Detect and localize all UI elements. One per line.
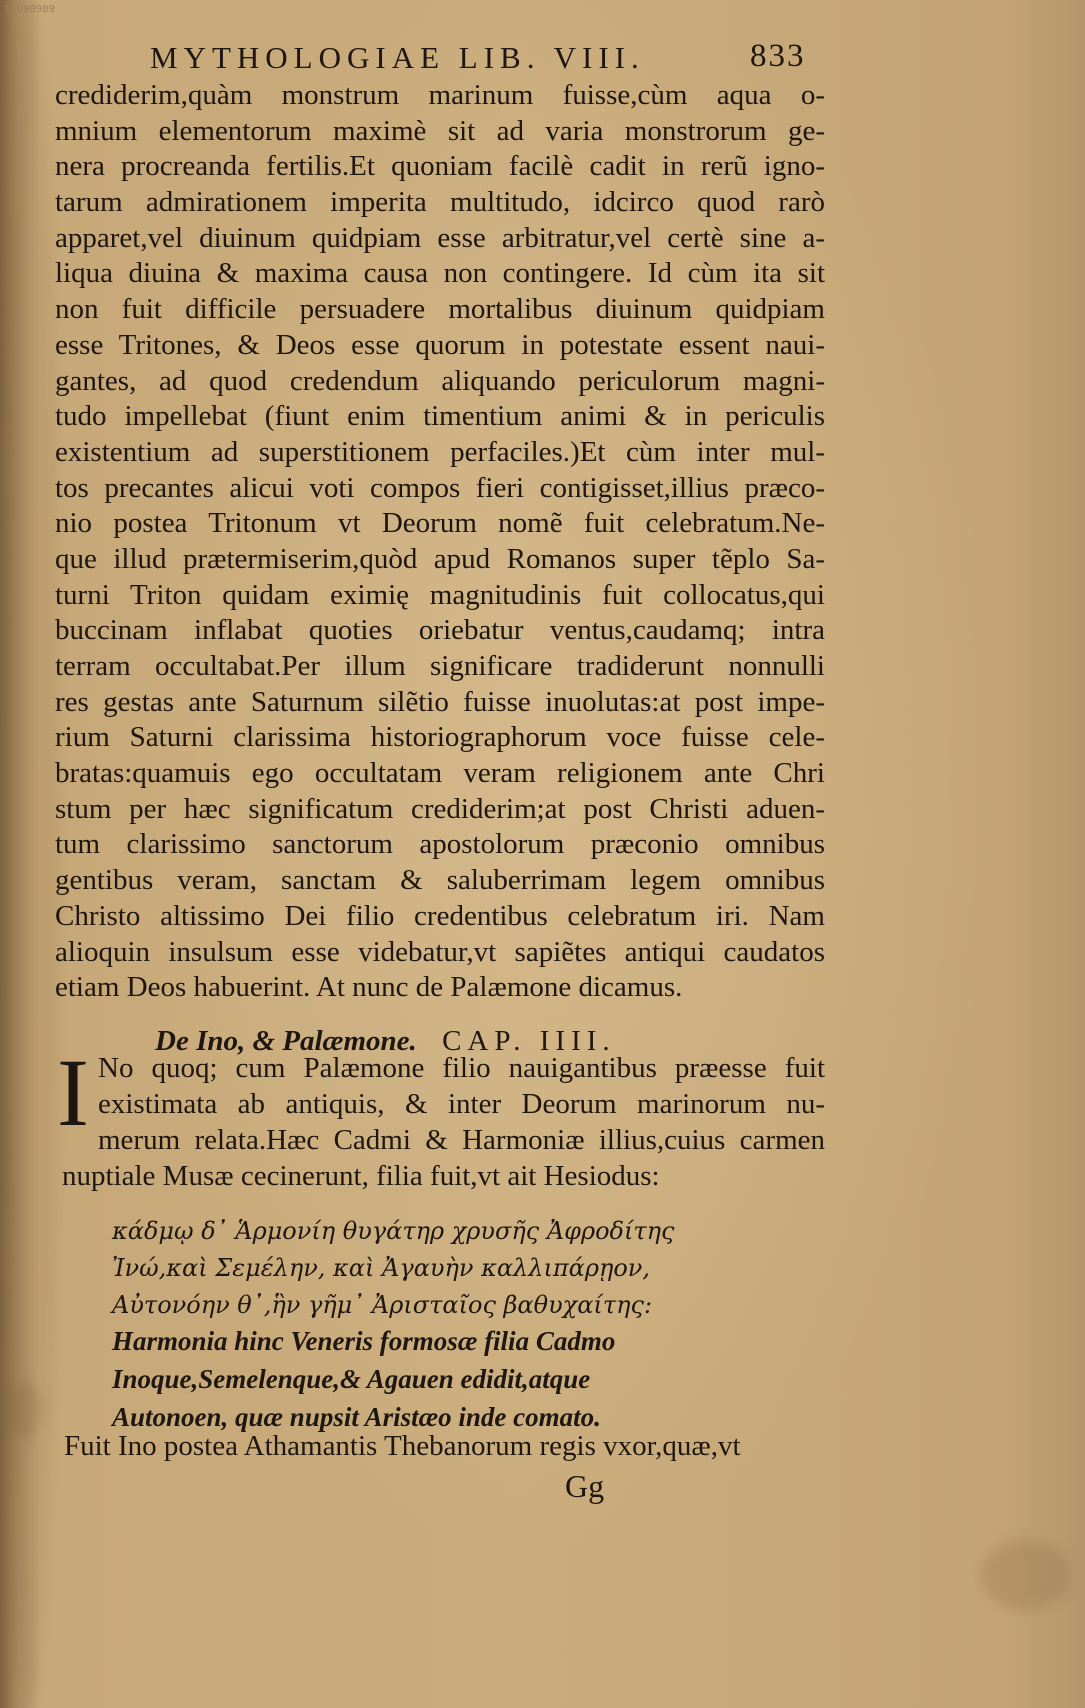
- text-line: gantes, ad quod credendum aliquando periculorum magni-: [55, 364, 825, 397]
- text-line: existimata ab antiquis, & inter Deorum marinorum nu-: [98, 1088, 825, 1120]
- text-line: alioquin insulsum esse videbatur,vt sapiẽtes antiqui caudatos: [55, 935, 825, 968]
- text-line: tum clarissimo sanctorum apostolorum præconio omnibus: [55, 828, 825, 861]
- text-line: stum per hæc significatum crediderim;at post Christi aduen-: [55, 792, 825, 825]
- text-line: tudo impellebat (fiunt enim timentium animi & in periculis: [55, 400, 825, 433]
- greek-line: Αὐτονόην θ᾽,ἣν γῆμ᾽ Ἀρισταῖος βαθυχαίτης:: [112, 1291, 653, 1319]
- text-line: rium Saturni clarissima historiographorum voce fuisse cele-: [55, 721, 825, 754]
- verse-line: Inoque,Semelenque,& Agauen edidit,atque: [112, 1364, 591, 1394]
- text-line: existentium ad superstitionem perfaciles.)Et cùm inter mul-: [55, 435, 825, 468]
- greek-line: Ἰνώ,καὶ Σεμέλην, καὶ Ἀγαυὴν καλλιπάρῃον,: [112, 1254, 651, 1282]
- latin-verse-translation: [112, 1322, 732, 1436]
- text-line: gentibus veram, sanctam & saluberrimam legem omnibus: [55, 864, 825, 897]
- text-line: nuptiale Musæ cecinerunt, filia fuit,vt ait Hesiodus:: [62, 1160, 660, 1192]
- page-header: [150, 38, 990, 78]
- text-line: Christo altissimo Dei filio credentibus celebratum iri. Nam: [55, 899, 825, 932]
- scan-id: 11098989: [4, 4, 55, 15]
- page-number: 833: [750, 38, 806, 74]
- text-line: crediderim,quàm monstrum marinum fuisse,cùm aqua o-: [55, 79, 825, 111]
- chapter-number: CAP. IIII.: [442, 1025, 616, 1057]
- greek-verse: [112, 1213, 675, 1324]
- text-line: res gestas ante Saturnum silẽtio fuisse inuolutas:at post impe-: [55, 685, 825, 718]
- ink-blot: [10, 1380, 40, 1440]
- verse-line: Harmonia hinc Veneris formosæ filia Cadmo: [112, 1326, 616, 1356]
- drop-cap: I: [57, 1039, 89, 1146]
- text-line: esse Tritones, & Deos esse quorum in potestate essent naui-: [55, 328, 825, 361]
- text-line: terram occultabat.Per illum significare tradiderunt nonnulli: [55, 650, 825, 682]
- text-line: tarum admirationem imperita multitudo, idcirco quod rarò: [55, 186, 825, 219]
- text-line: apparet,vel diuinum quidpiam esse arbitratur,vel certè sine a-: [55, 221, 825, 254]
- text-line: etiam Deos habuerint. At nunc de Palæmone dicamus.: [55, 971, 683, 1004]
- text-line: buccinam inflabat quoties oriebatur ventus,caudamq; intra: [55, 614, 825, 647]
- text-line: bratas:quamuis ego occultatam veram religionem ante Chri: [55, 757, 825, 790]
- text-line: non fuit difficile persuadere mortalibus diuinum quidpiam: [55, 293, 825, 326]
- text-line: nio postea Tritonum vt Deorum nomẽ fuit celebratum.Ne-: [55, 507, 825, 540]
- chapter-opening-text: [62, 1050, 825, 1194]
- text-line: mnium elementorum maximè sit ad varia monstrorum ge-: [55, 114, 825, 147]
- text-line: turni Triton quidam eximię magnitudinis fuit collocatus,qui: [55, 578, 825, 611]
- text-line: merum relata.Hæc Cadmi & Harmoniæ illius,cuius carmen: [98, 1124, 825, 1156]
- text-line: que illud prætermiserim,quòd apud Romanos super tẽplo Sa-: [55, 542, 825, 575]
- chapter-title: De Ino, & Palæmone.: [155, 1025, 417, 1057]
- signature-mark: Gg: [565, 1468, 605, 1504]
- text-line: liqua diuina & maxima causa non contingere. Id cùm ita sit: [55, 257, 825, 290]
- text-line: tos precantes alicui voti compos fieri contigisset,illius præco-: [55, 471, 825, 504]
- text-line: No quoq; cum Palæmone filio nauigantibus præesse fuit: [98, 1052, 825, 1084]
- main-text-block: [55, 78, 825, 1006]
- greek-line: κάδμῳ δ᾽ Ἁρμονίη θυγάτηρ χρυσῆς Ἀφροδίτης: [112, 1217, 675, 1245]
- gutter-shadow: [0, 0, 60, 1708]
- text-line: nera procreanda fertilis.Et quoniam facilè cadit in rerũ igno-: [55, 150, 825, 183]
- continuation-line: Fuit Ino postea Athamantis Thebanorum regis vxor,quæ,vt: [64, 1430, 741, 1462]
- running-head: MYTHOLOGIAE LIB. VIII.: [150, 40, 645, 75]
- verse-line: Autonoen, quæ nupsit Aristæo inde comato.: [112, 1402, 601, 1432]
- paper-stain: [980, 1540, 1070, 1610]
